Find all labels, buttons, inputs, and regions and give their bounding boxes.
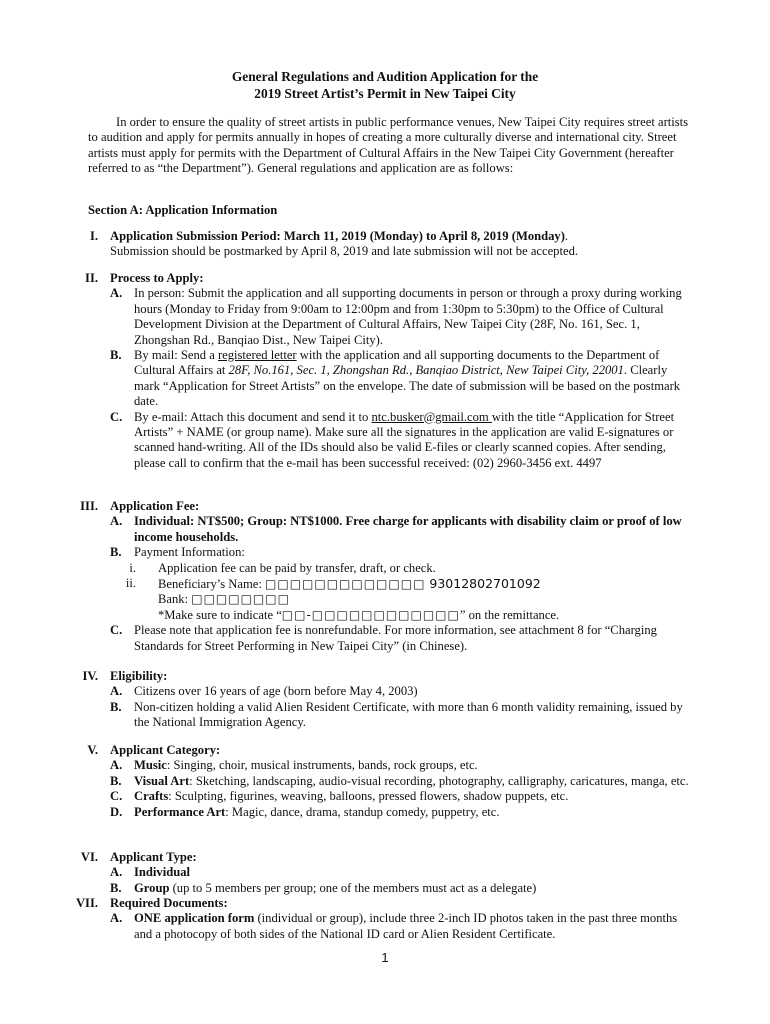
section-5-heading: Applicant Category: [110, 743, 221, 757]
item-letter: A. [110, 684, 123, 699]
page-number: 1 [381, 950, 389, 965]
category-label: Music [134, 758, 167, 773]
section-3-item-c [110, 623, 695, 654]
item-text: . Clearly mark “Application for Street Artists” on the envelope. The date of submission will be based on the postmark date. [134, 363, 681, 409]
section-5-item-a [110, 758, 695, 773]
section-a-heading: Section A: Application Information [88, 203, 278, 217]
section-4-number: IV. [82, 669, 98, 683]
mail-address: 28F, No.161, Sec. 1, Zhongshan Rd., Banqiao District, New Taipei City, 22001 [228, 363, 624, 378]
section-2-number: II. [85, 271, 98, 285]
document-label: ONE application form [134, 911, 255, 926]
item-text: In person: Submit the application and all supporting documents in person or through a proxy during working hours (Monday to Friday from 9:00am to 12:00pm and from 1:30pm to 5:30pm) to the Office of Cultural Development Division at the Department of Cultural Affairs, New Taipei City (28F, No. 161, Sec. 1, Zhongshan Rd., Banqiao Dist., New Taipei City). [134, 286, 682, 347]
section-3-item-b-i [110, 561, 695, 576]
section-4-item-b [110, 700, 695, 731]
section-1-heading-end: . [564, 229, 569, 243]
section-5-item-b [110, 774, 695, 789]
item-text: (up to 5 members per group; one of the members must act as a delegate) [169, 880, 537, 895]
item-text: Please note that application fee is nonrefundable. For more information, see attachment 8 for “Charging Standards for Street Performing in New Taipei City” (in Chinese). [134, 623, 657, 653]
title-line-1: General Regulations and Audition Application for the [231, 69, 539, 84]
category-label: Performance Art [134, 804, 226, 819]
item-letter: A. [110, 514, 123, 529]
section-3-number: III. [80, 499, 98, 513]
item-letter: B. [110, 773, 122, 788]
type-label: Group [134, 880, 170, 895]
beneficiary-name: □□□□□□□□□□□□□ [265, 577, 426, 592]
item-letter: C. [110, 623, 123, 638]
item-letter: B. [110, 880, 122, 895]
item-text: Individual [134, 865, 191, 880]
title-line-2: 2019 Street Artist’s Permit in New Taipei City [254, 86, 516, 101]
section-6-number: VI. [80, 850, 98, 864]
item-text: Payment Information: [134, 545, 245, 560]
item-text: Citizens over 16 years of age (born before May 4, 2003) [134, 684, 418, 699]
item-letter: C. [110, 409, 123, 424]
section-1-text: Submission should be postmarked by April 8, 2019 and late submission will not be accepted. [110, 244, 579, 259]
item-letter: A. [110, 286, 123, 301]
section-3-note [110, 608, 695, 623]
item-letter: B. [110, 699, 122, 714]
item-letter: A. [110, 758, 123, 773]
item-text: By mail: Send a [134, 348, 218, 363]
item-text: Application fee can be paid by transfer, draft, or check. [158, 560, 436, 575]
note-text: *Make sure to indicate “ [158, 607, 282, 622]
beneficiary-label: Beneficiary’s Name: [158, 577, 266, 592]
item-letter: D. [110, 804, 123, 819]
item-roman: ii. [125, 576, 136, 591]
section-7-heading: Required Documents: [110, 896, 228, 910]
item-roman: i. [129, 560, 136, 575]
section-5-number: V. [87, 743, 98, 757]
section-1-heading: Application Submission Period: March 11, 2019 (Monday) to April 8, 2019 (Monday) [110, 229, 565, 243]
section-6-item-b [110, 881, 695, 896]
remittance-note: □□-□□□□□□□□□□□□ [281, 607, 460, 622]
item-text: : Sketching, landscaping, audio-visual recording, photography, calligraphy, caricatures, manga, etc. [189, 773, 689, 788]
item-text: with the application and all supporting documents to the Department of Cultural Affairs at [134, 348, 660, 378]
section-7-item-a [110, 911, 695, 942]
item-text: By e-mail: Attach this document and send it to [134, 409, 372, 424]
item-letter: A. [110, 865, 123, 880]
category-label: Visual Art [134, 773, 190, 788]
section-5-item-c [110, 789, 695, 804]
item-text: Individual: NT$500; Group: NT$1000. Free charge for applicants with disability claim or proof of low income households. [134, 514, 682, 544]
note-text: ” on the remittance. [459, 607, 560, 622]
registered-letter-text: registered letter [217, 348, 297, 363]
item-text: (individual or group), include three 2-inch ID photos taken in the past three months and a photocopy of both sides of the National ID card or Alien Resident Certificate. [134, 911, 678, 941]
section-6-item-a [110, 865, 695, 880]
item-text: with the title “Application for Street Artists” + NAME (or group name). Make sure all the signatures in the application are valid E-signatures or scanned hand-writing. All of the IDs should also be valid E-files or clearly scanned copies. After sending, please call to confirm that the e-mail has been successful received: (02) 2960-3456 ext. 4497 [134, 409, 675, 470]
section-7-number: VII. [75, 896, 98, 910]
section-2-item-a [110, 286, 695, 348]
section-2-heading: Process to Apply: [110, 271, 204, 285]
section-2-item-c [110, 410, 695, 472]
item-text: : Magic, dance, drama, standup comedy, puppetry, etc. [225, 804, 500, 819]
intro-paragraph: In order to ensure the quality of street artists in public performance venues, New Taipei City requires street artists to audition and apply for permits annually in hopes of creating a more culturally diverse and international city. Street artists must apply for permits with the Department of Cultural Affairs in the New Taipei City Government (hereafter referred to as “the Department”). General regulations and application are as follows: [88, 115, 689, 176]
section-3-bank [110, 592, 695, 607]
section-3-heading: Application Fee: [110, 499, 200, 513]
email-link[interactable]: ntc.busker@gmail.com [371, 409, 492, 424]
section-3-item-b [110, 545, 695, 560]
bank-label: Bank: [158, 592, 192, 607]
section-3-item-a [110, 514, 695, 545]
document-title [0, 68, 770, 102]
item-text: Non-citizen holding a valid Alien Resident Certificate, with more than 6 month validity remaining, issued by the National Immigration Agency. [134, 699, 683, 730]
item-text: : Singing, choir, musical instruments, bands, rock groups, etc. [166, 758, 478, 773]
section-5-item-d [110, 805, 695, 820]
section-1-number: I. [89, 229, 98, 243]
category-label: Crafts [134, 789, 169, 804]
item-text: : Sculpting, figurines, weaving, balloons, pressed flowers, shadow puppets, etc. [168, 789, 569, 804]
item-letter: A. [110, 911, 123, 926]
section-6-heading: Applicant Type: [110, 850, 197, 864]
section-4-item-a [110, 684, 695, 699]
item-letter: B. [110, 348, 122, 363]
bank-name: □□□□□□□□ [191, 592, 290, 607]
section-4-heading: Eligibility: [110, 669, 168, 683]
item-letter: B. [110, 545, 122, 560]
account-number: 93012802701092 [425, 576, 541, 592]
section-3-item-b-ii [110, 576, 695, 592]
section-2-item-b [110, 348, 695, 410]
item-letter: C. [110, 789, 123, 804]
